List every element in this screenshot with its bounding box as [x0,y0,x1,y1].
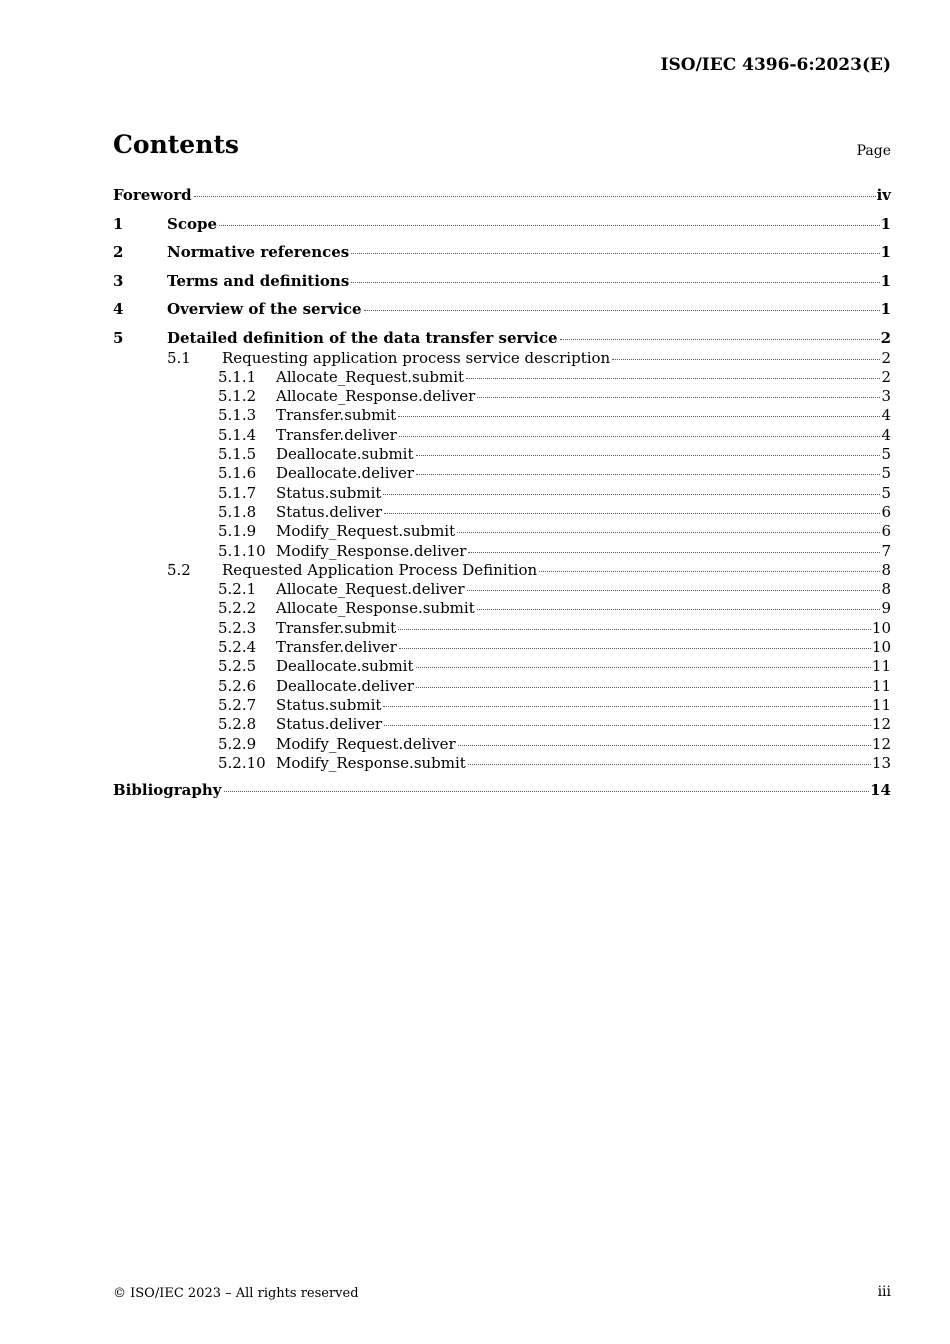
toc-entry[interactable] [113,215,891,244]
footer-page-number: iii [877,1284,891,1300]
dot-leader [399,647,871,649]
toc-entry-number: 4 [113,300,124,319]
toc-entry-title[interactable]: Allocate_Request.submit [276,367,465,386]
toc-entry-title[interactable]: Transfer.deliver [276,425,397,444]
toc-entry-number: 3 [113,271,124,290]
toc-entry-number: 5.1.1 [218,367,257,386]
toc-entry-title[interactable]: Normative references [167,243,350,262]
toc-entry[interactable] [113,406,891,425]
toc-entry-number: 2 [113,243,124,262]
toc-entry-page[interactable]: iv [876,186,891,204]
toc-entry-page[interactable]: 3 [881,387,891,406]
dot-leader [539,570,880,572]
toc-entry-page[interactable]: 1 [880,243,891,262]
toc-entry-title[interactable]: Allocate_Response.deliver [276,387,476,406]
footer-copyright: © ISO/IEC 2023 – All rights reserved [113,1286,359,1301]
toc-entry[interactable] [113,715,891,734]
toc-entry-number: 5.1.8 [218,502,257,521]
toc-entry-page[interactable]: 11 [871,657,891,676]
dot-leader [468,551,880,553]
dot-leader [351,281,879,283]
toc-entry-number: 5.1.2 [218,387,257,406]
toc-entry-title[interactable]: Foreword [113,186,192,204]
dot-leader [416,454,881,456]
toc-entry-title[interactable]: Requested Application Process Definition [222,560,538,579]
toc-entry-number: 5.1.6 [218,464,257,483]
toc-entry-page[interactable]: 2 [880,328,891,347]
toc-entry-title[interactable]: Status.submit [276,483,382,502]
toc-entry-page[interactable]: 12 [871,715,891,734]
toc-entry-number: 5.1.4 [218,425,257,444]
toc-entry-title[interactable]: Modify_Response.deliver [276,541,467,560]
toc-entry[interactable] [113,781,891,810]
toc-entry[interactable] [113,542,891,561]
toc-entry-title[interactable]: Deallocate.deliver [276,464,415,483]
toc-entry-number: 5.1.5 [218,445,257,464]
toc-entry[interactable] [113,638,891,657]
toc-entry[interactable] [113,754,891,773]
toc-entry-page[interactable]: 12 [871,734,891,753]
toc-entry-title[interactable]: Status.deliver [276,715,382,734]
toc-entry-title[interactable]: Detailed definition of the data transfer service [167,328,558,347]
toc-entry-number: 5.2.10 [218,753,266,772]
toc-entry-page[interactable]: 1 [880,300,891,319]
toc-entry-number: 5.2.1 [218,580,257,599]
toc-entry-title[interactable]: Deallocate.submit [276,657,414,676]
dot-leader [458,744,871,746]
table-of-contents [113,186,891,810]
toc-entry-title[interactable]: Deallocate.deliver [276,676,415,695]
toc-entry[interactable] [113,368,891,387]
toc-entry-page[interactable]: 6 [881,502,891,521]
toc-entry-page[interactable]: 6 [881,522,891,541]
dot-leader [384,512,880,514]
toc-entry-number: 5.1.3 [218,406,257,425]
dot-leader [416,473,880,475]
toc-entry[interactable] [113,387,891,406]
toc-entry-page[interactable]: 5 [881,445,891,464]
toc-entry-number: 5.1.7 [218,483,257,502]
toc-entry-page[interactable]: 11 [871,676,891,695]
toc-entry-page[interactable]: 7 [881,541,891,560]
dot-leader [399,435,881,437]
toc-entry-page[interactable]: 10 [871,618,891,637]
toc-entry[interactable] [113,426,891,445]
dot-leader [194,195,876,197]
toc-entry[interactable] [113,484,891,503]
dot-leader [467,589,881,591]
page-title: Contents [113,130,240,159]
dot-leader [457,531,880,533]
dot-leader [468,763,871,765]
toc-entry-title[interactable]: Status.submit [276,695,382,714]
toc-entry-title[interactable]: Allocate_Request.deliver [276,580,465,599]
toc-entry-number: 5.2.3 [218,618,257,637]
toc-entry-number: 5.2 [167,560,191,579]
toc-entry-page[interactable]: 2 [881,367,891,386]
toc-entry-number: 5 [113,328,124,347]
toc-entry-page[interactable]: 14 [870,781,891,800]
toc-entry-page[interactable]: 11 [871,695,891,714]
toc-entry-title[interactable]: Allocate_Response.submit [276,599,475,618]
toc-entry-page[interactable]: 5 [881,464,891,483]
toc-entry-page[interactable]: 1 [880,214,891,233]
toc-entry-page[interactable]: 10 [871,638,891,657]
toc-entry[interactable] [113,445,891,464]
dot-leader [351,252,879,254]
toc-entry[interactable] [113,580,891,599]
dot-leader [398,628,871,630]
toc-entry-number: 5.2.5 [218,657,257,676]
dot-leader [477,608,881,610]
toc-entry[interactable] [113,503,891,522]
toc-entry[interactable] [113,599,891,618]
toc-entry-page[interactable]: 9 [881,599,891,618]
toc-entry-number: 1 [113,214,124,233]
dot-leader [383,493,880,495]
toc-entry-title[interactable]: Requesting application process service description [222,348,611,367]
toc-entry-number: 5.1 [167,348,191,367]
toc-entry[interactable] [113,300,891,329]
document-id: ISO/IEC 4396-6:2023(E) [660,55,891,75]
dot-leader [383,705,870,707]
toc-entry[interactable] [113,522,891,541]
toc-entry-title[interactable]: Terms and definitions [167,271,350,290]
toc-entry[interactable] [113,464,891,483]
dot-leader [398,415,880,417]
toc-entry-page[interactable]: 5 [881,483,891,502]
toc-entry[interactable] [113,561,891,580]
dot-leader [612,358,880,360]
toc-entry[interactable] [113,735,891,754]
toc-entry-number: 5.2.9 [218,734,257,753]
toc-entry-number: 5.2.6 [218,676,257,695]
toc-entry[interactable] [113,677,891,696]
dot-leader [466,377,880,379]
page-column-label: Page [856,143,891,159]
dot-leader [219,224,880,226]
toc-entry-number: 5.2.4 [218,638,257,657]
toc-entry[interactable] [113,272,891,301]
toc-entry[interactable] [113,243,891,272]
toc-entry-number: 5.1.9 [218,522,257,541]
toc-entry-title[interactable]: Bibliography [113,781,222,800]
toc-entry-number: 5.2.8 [218,715,257,734]
toc-entry-title[interactable]: Modify_Request.deliver [276,734,456,753]
toc-entry-title[interactable]: Transfer.submit [276,406,397,425]
dot-leader [416,666,871,668]
dot-leader [560,338,880,340]
toc-entry-title[interactable]: Deallocate.submit [276,445,414,464]
toc-entry-page[interactable]: 8 [881,560,891,579]
toc-entry-title[interactable]: Transfer.submit [276,618,397,637]
dot-leader [224,790,870,792]
toc-entry-title[interactable]: Modify_Response.submit [276,753,466,772]
dot-leader [416,686,871,688]
dot-leader [364,309,880,311]
toc-entry-title[interactable]: Transfer.deliver [276,638,397,657]
toc-entry-title[interactable]: Overview of the service [167,300,362,319]
dot-leader [384,724,871,726]
toc-entry-number: 5.2.2 [218,599,257,618]
toc-entry-page[interactable]: 4 [881,406,891,425]
toc-entry-number: 5.1.10 [218,541,266,560]
toc-entry-page[interactable]: 1 [880,271,891,290]
toc-entry[interactable] [113,696,891,715]
toc-entry-title[interactable]: Scope [167,214,218,233]
toc-entry-number: 5.2.7 [218,695,257,714]
toc-entry-page[interactable]: 8 [881,580,891,599]
toc-entry-title[interactable]: Modify_Request.submit [276,522,456,541]
toc-entry[interactable] [113,349,891,368]
dot-leader [477,396,880,398]
toc-entry-page[interactable]: 4 [881,425,891,444]
toc-entry-title[interactable]: Status.deliver [276,502,382,521]
toc-entry-page[interactable]: 13 [871,753,891,772]
toc-entry[interactable] [113,619,891,638]
toc-entry[interactable] [113,657,891,676]
toc-entry[interactable] [113,186,891,215]
toc-entry-page[interactable]: 2 [881,348,891,367]
